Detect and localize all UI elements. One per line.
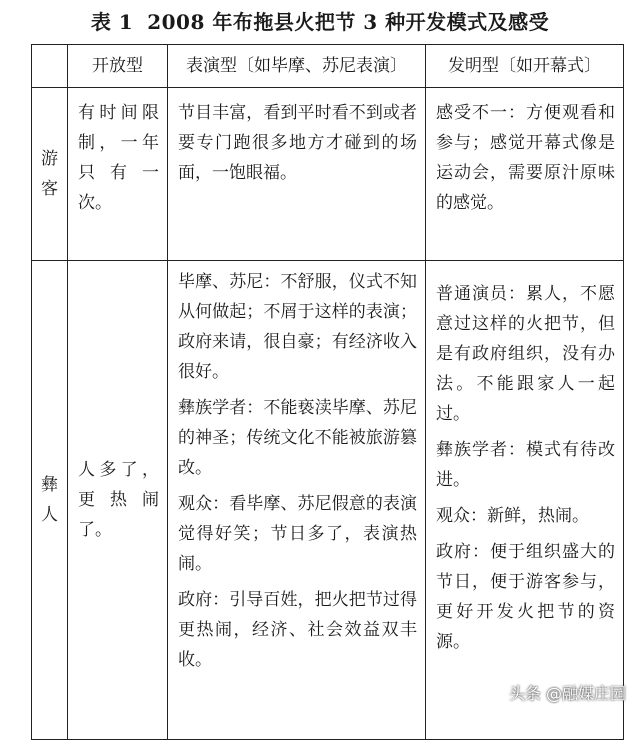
cell-text: 感受不一：方便观看和参与；感觉开幕式像是运动会，需要原汁原味的感觉。	[436, 103, 615, 213]
row-label-text: 彝人	[41, 475, 58, 525]
cell-paragraph-scholars: 彝族学者：不能亵渎毕摩、苏尼的神圣；传统文化不能被旅游篡改。	[178, 398, 417, 478]
cell-tourists-open	[68, 88, 168, 261]
cell-tourists-invented	[426, 88, 624, 261]
cell-text: 人多了，更热闹了。	[78, 460, 159, 540]
cell-text: 节目丰富，看到平时看不到或者要专门跑很多地方才碰到的场面，一饱眼福。	[178, 103, 417, 183]
cell-paragraph-government: 政府：便于组织盛大的节日，便于游客参与，更好开发火把节的资源。	[436, 542, 615, 652]
cell-paragraph-scholars: 彝族学者：模式有待改进。	[436, 440, 615, 490]
caption-title: 2008 年布拖县火把节 3 种开发模式及感受	[147, 10, 550, 34]
header-open-type: 开放型	[68, 45, 168, 88]
row-label-yi-people	[32, 261, 68, 740]
cell-paragraph-government: 政府：引导百姓，把火把节过得更热闹，经济、社会效益双丰收。	[178, 590, 417, 670]
watermark-text: 头条 @融媒庄园	[508, 684, 626, 703]
cell-paragraph-audience: 观众：新鲜，热闹。	[436, 506, 589, 526]
row-label-text: 游客	[41, 149, 58, 199]
watermark	[509, 681, 626, 704]
header-row	[32, 45, 624, 88]
cell-paragraph-bimo-suni: 毕摩、苏尼：不舒服，仪式不知从何做起；不屑于这样的表演；政府来请，很自豪；有经济收入很好。	[178, 272, 417, 382]
header-corner	[32, 45, 68, 88]
cell-paragraph-audience: 观众：看毕摩、苏尼假意的表演觉得好笑；节日多了，表演热闹。	[178, 494, 417, 574]
header-performance-type: 表演型〔如毕摩、苏尼表演〕	[168, 45, 426, 88]
header-invented-type: 发明型〔如开幕式〕	[426, 45, 624, 88]
caption-label: 表 1	[90, 10, 134, 34]
table-row-tourists	[32, 88, 624, 261]
cell-yi-open	[68, 261, 168, 740]
development-modes-table	[31, 44, 624, 740]
cell-paragraph-actors: 普通演员：累人，不愿意过这样的火把节，但是有政府组织，没有办法。不能跟家人一起过。	[436, 284, 615, 424]
cell-text: 有时间限制，一年只有一次。	[78, 103, 159, 213]
cell-yi-invented	[426, 261, 624, 740]
row-label-tourists	[32, 88, 68, 261]
table-row-yi-people	[32, 261, 624, 740]
table-caption	[0, 6, 640, 35]
cell-yi-performance	[168, 261, 426, 740]
cell-tourists-performance	[168, 88, 426, 261]
